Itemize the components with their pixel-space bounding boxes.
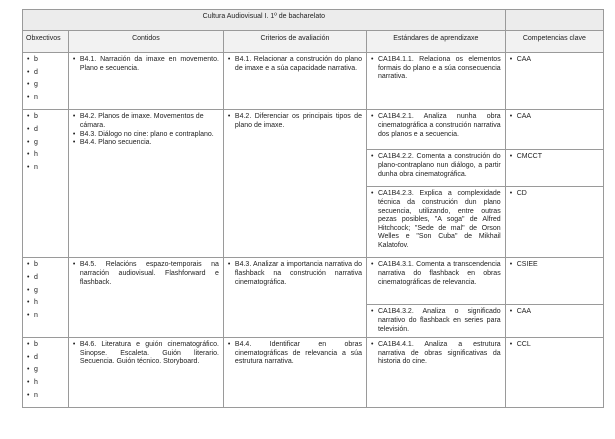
list-item: • B4.3. Diálogo no cine: plano e contraplano. [73, 131, 219, 140]
competence-list [510, 56, 599, 65]
criteria-list [228, 341, 362, 367]
list-item: • CSIEE [510, 261, 599, 270]
list-item: • CD [510, 190, 599, 199]
competence-cell [505, 187, 603, 258]
competence-list [510, 190, 599, 199]
list-item: • B4.6. Literatura e guión cinematográfico. Sinopse. Escaleta. Guión literario. Secuencia. Guión técnico. Storyboard. [73, 341, 219, 367]
list-item: • B4.4. Identificar en obras cinematográficas de relevancia a súa estrutura narrativa. [228, 341, 362, 367]
list-item: • b [27, 261, 64, 274]
standard-list [371, 56, 501, 82]
list-item: • CA1B4.1.1. Relaciona os elementos formais do plano e a súa consecuencia narrativa. [371, 56, 501, 82]
list-item: • n [27, 392, 64, 405]
objectives-cell [23, 110, 69, 258]
competence-list [510, 113, 599, 122]
list-item: • h [27, 151, 64, 164]
table-title: Cultura Audiovisual I. 1º de bacharelato [23, 10, 506, 31]
table-title-empty-cell [505, 10, 603, 31]
list-item: • B4.3. Analizar a importancia narrativa do flashback na construción narrativa cinematográfica. [228, 261, 362, 287]
list-item: • CA1B4.2.1. Analiza nunha obra cinematográfica a construción narrativa dos planos e a secuencia. [371, 113, 501, 139]
list-item: • CAA [510, 308, 599, 317]
objectives-list [27, 56, 64, 106]
list-item: • CCL [510, 341, 599, 350]
list-item: • CA1B4.2.3. Explica a complexidade técnica da construción dun plano secuencia, utilizando, entre outras pezas posibles, "A soga" de Alfred Hitchcock; "Sede de mal" de Orson Welles e "Son Cuba" de Mikhail Kalatofov. [371, 190, 501, 250]
contents-cell [68, 53, 223, 110]
list-item: • B4.5. Relacións espazo-temporais na narración audiovisual. Flashforward e flashback. [73, 261, 219, 287]
list-item: • b [27, 56, 64, 69]
criteria-cell [223, 258, 366, 338]
standard-list [371, 113, 501, 139]
competence-list [510, 308, 599, 317]
standard-cell [366, 187, 505, 258]
table-header-row [23, 31, 604, 53]
criteria-list [228, 113, 362, 130]
standard-list [371, 308, 501, 334]
list-item: • CA1B4.4.1. Analiza a estrutura narrativa de obras significativas da historia do cine. [371, 341, 501, 367]
standard-list [371, 341, 501, 367]
list-item: • b [27, 113, 64, 126]
list-item: • d [27, 126, 64, 139]
list-item: • B4.2. Planos de imaxe. Movementos de cámara. [73, 113, 219, 130]
standard-cell [366, 305, 505, 338]
list-item: • B4.1. Narración da imaxe en movemento. Plano e secuencia. [73, 56, 219, 73]
contents-cell [68, 110, 223, 258]
competence-cell [505, 110, 603, 150]
competence-list [510, 153, 599, 162]
standard-list [371, 190, 501, 250]
objectives-cell [23, 338, 69, 408]
contents-cell [68, 258, 223, 338]
list-item: • CAA [510, 56, 599, 65]
list-item: • g [27, 139, 64, 152]
list-item: • g [27, 366, 64, 379]
competence-cell [505, 53, 603, 110]
objectives-cell [23, 258, 69, 338]
list-item: • B4.2. Diferenciar os principais tipos de plano de imaxe. [228, 113, 362, 130]
competence-list [510, 261, 599, 270]
competence-cell [505, 150, 603, 187]
list-item: • CA1B4.2.2. Comenta a construción do plano-contraplano nun diálogo, a partir dunha obra cinematográfica. [371, 153, 501, 179]
standard-cell [366, 338, 505, 408]
list-item: • B4.4. Plano secuencia. [73, 139, 219, 148]
standard-cell [366, 53, 505, 110]
list-item: • B4.1. Relacionar a construción do plano de imaxe e a súa capacidade narrativa. [228, 56, 362, 73]
list-item: • n [27, 312, 64, 325]
contents-list [73, 341, 219, 367]
standard-cell [366, 258, 505, 305]
list-item: • h [27, 379, 64, 392]
standard-cell [366, 150, 505, 187]
contents-list [73, 56, 219, 73]
list-item: • d [27, 69, 64, 82]
list-item: • CAA [510, 113, 599, 122]
competence-list [510, 341, 599, 350]
header-objectives: Obxectivos [23, 31, 69, 53]
list-item: • CMCCT [510, 153, 599, 162]
objectives-list [27, 261, 64, 324]
header-contents: Contidos [68, 31, 223, 53]
table-title-row [23, 10, 604, 31]
table-row [23, 258, 604, 305]
criteria-cell [223, 53, 366, 110]
criteria-list [228, 56, 362, 73]
standard-list [371, 153, 501, 179]
table-row [23, 110, 604, 150]
standard-cell [366, 110, 505, 150]
list-item: • h [27, 299, 64, 312]
list-item: • b [27, 341, 64, 354]
list-item: • n [27, 164, 64, 177]
contents-list [73, 261, 219, 287]
contents-list [73, 113, 219, 147]
list-item: • n [27, 94, 64, 107]
list-item: • CA1B4.3.1. Comenta a transcendencia narrativa do flashback en obras cinematográficas de relevancia. [371, 261, 501, 287]
competence-cell [505, 258, 603, 305]
table-row [23, 338, 604, 408]
list-item: • d [27, 274, 64, 287]
objectives-list [27, 113, 64, 176]
header-criteria: Criterios de avaliación [223, 31, 366, 53]
criteria-cell [223, 110, 366, 258]
criteria-list [228, 261, 362, 287]
list-item: • g [27, 287, 64, 300]
header-competences: Competencias clave [505, 31, 603, 53]
objectives-cell [23, 53, 69, 110]
table-row [23, 53, 604, 110]
objectives-list [27, 341, 64, 404]
list-item: • CA1B4.3.2. Analiza o significado narrativo do flashback en series para televisión. [371, 308, 501, 334]
header-standards: Estándares de aprendizaxe [366, 31, 505, 53]
competence-cell [505, 305, 603, 338]
standard-list [371, 261, 501, 287]
criteria-cell [223, 338, 366, 408]
list-item: • g [27, 81, 64, 94]
contents-cell [68, 338, 223, 408]
competence-cell [505, 338, 603, 408]
list-item: • d [27, 354, 64, 367]
curriculum-table [22, 9, 604, 408]
